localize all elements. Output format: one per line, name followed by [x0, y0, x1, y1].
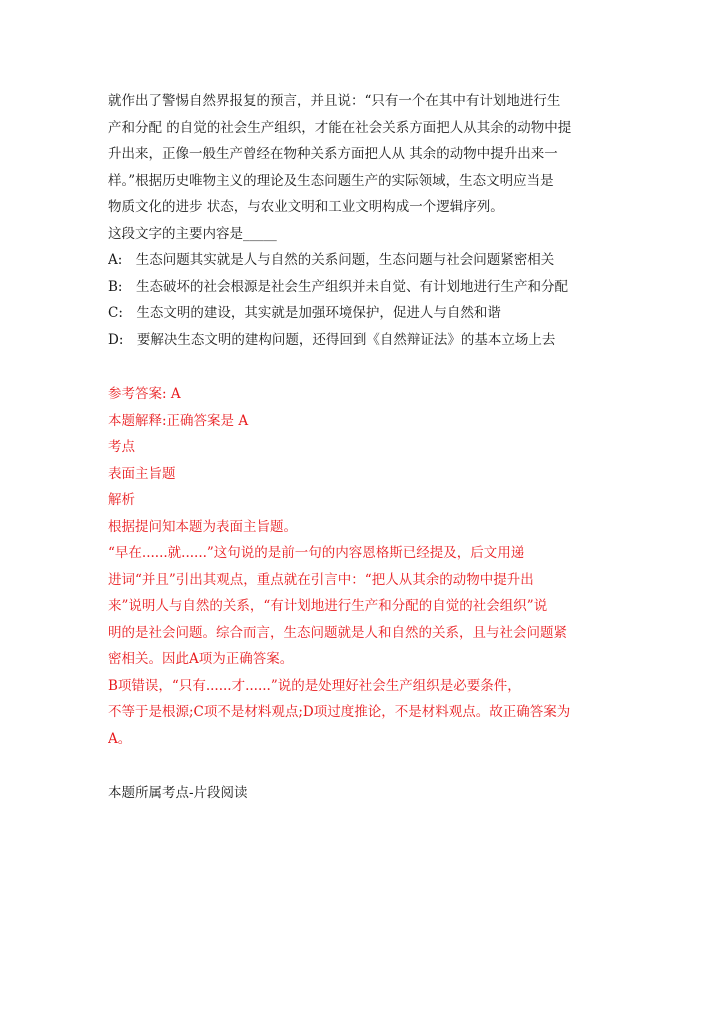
- explanation-line: 进词“并且”引出其观点，重点就在引言中：“把人从其余的动物中提升出: [108, 571, 534, 588]
- explanation-line: 根据提问知本题为表面主旨题。: [108, 518, 297, 535]
- explanation-header: 本题解释:正确答案是 A: [108, 412, 249, 429]
- option-c: C: 生态文明的建设，其实就是加强环境保护，促进人与自然和谐: [108, 305, 501, 321]
- passage-line: 物质文化的进步 状态，与农业文明和工业文明构成一个逻辑序列。: [108, 199, 504, 215]
- question-prompt: 这段文字的主要内容是_____: [108, 225, 277, 242]
- kaodian-value: 表面主旨题: [108, 465, 176, 482]
- explanation-line: 明的是社会问题。综合而言，生态问题就是人和自然的关系，且与社会问题紧: [108, 624, 567, 641]
- question-passage: [108, 88, 614, 221]
- document-page: [108, 88, 614, 807]
- explanation-line: 来”说明人与自然的关系，“有计划地进行生产和分配的自觉的社会组织”说: [108, 598, 548, 614]
- option-b: B: 生态破坏的社会根源是社会生产组织并未自觉、有计划地进行生产和分配: [108, 278, 568, 295]
- passage-line: 产和分配 的自觉的社会生产组织，才能在社会关系方面把人从其余的动物中提: [108, 119, 572, 136]
- jiexi-label: 解析: [108, 492, 135, 508]
- explanation-line: 密相关。因此A项为正确答案。: [108, 651, 294, 667]
- spacer: [108, 353, 614, 381]
- reference-answer: 参考答案: A: [108, 386, 181, 402]
- explanation-line: A。: [108, 730, 132, 747]
- passage-line: 样。”根据历史唯物主义的理论及生态问题生产的实际领域，生态文明应当是: [108, 172, 554, 189]
- explanation-line: B项错误，“只有......才......”说的是处理好社会生产组织是必要条件，: [108, 677, 521, 694]
- answer-section: [108, 381, 614, 752]
- kaodian-label: 考点: [108, 439, 135, 455]
- explanation-line: “早在......就......”这句说的是前一句的内容恩格斯已经提及，后文用递: [108, 545, 525, 561]
- option-a: A: 生态问题其实就是人与自然的关系问题，生态问题与社会问题紧密相关: [108, 252, 555, 268]
- answer-options: [108, 247, 614, 353]
- passage-line: 就作出了警惕自然界报复的预言，并且说：“只有一个在其中有计划地进行生: [108, 93, 561, 109]
- option-d: D: 要解决生态文明的建构问题，还得回到《自然辩证法》的基本立场上去: [108, 331, 556, 348]
- question-category: 本题所属考点-片段阅读: [108, 785, 248, 801]
- passage-line: 升出来，正像一般生产曾经在物种关系方面把人从 其余的动物中提升出来一: [108, 146, 558, 162]
- explanation-line: 不等于是根源;C项不是材料观点;D项过度推论，不是材料观点。故正确答案为: [108, 704, 571, 720]
- spacer: [108, 752, 614, 780]
